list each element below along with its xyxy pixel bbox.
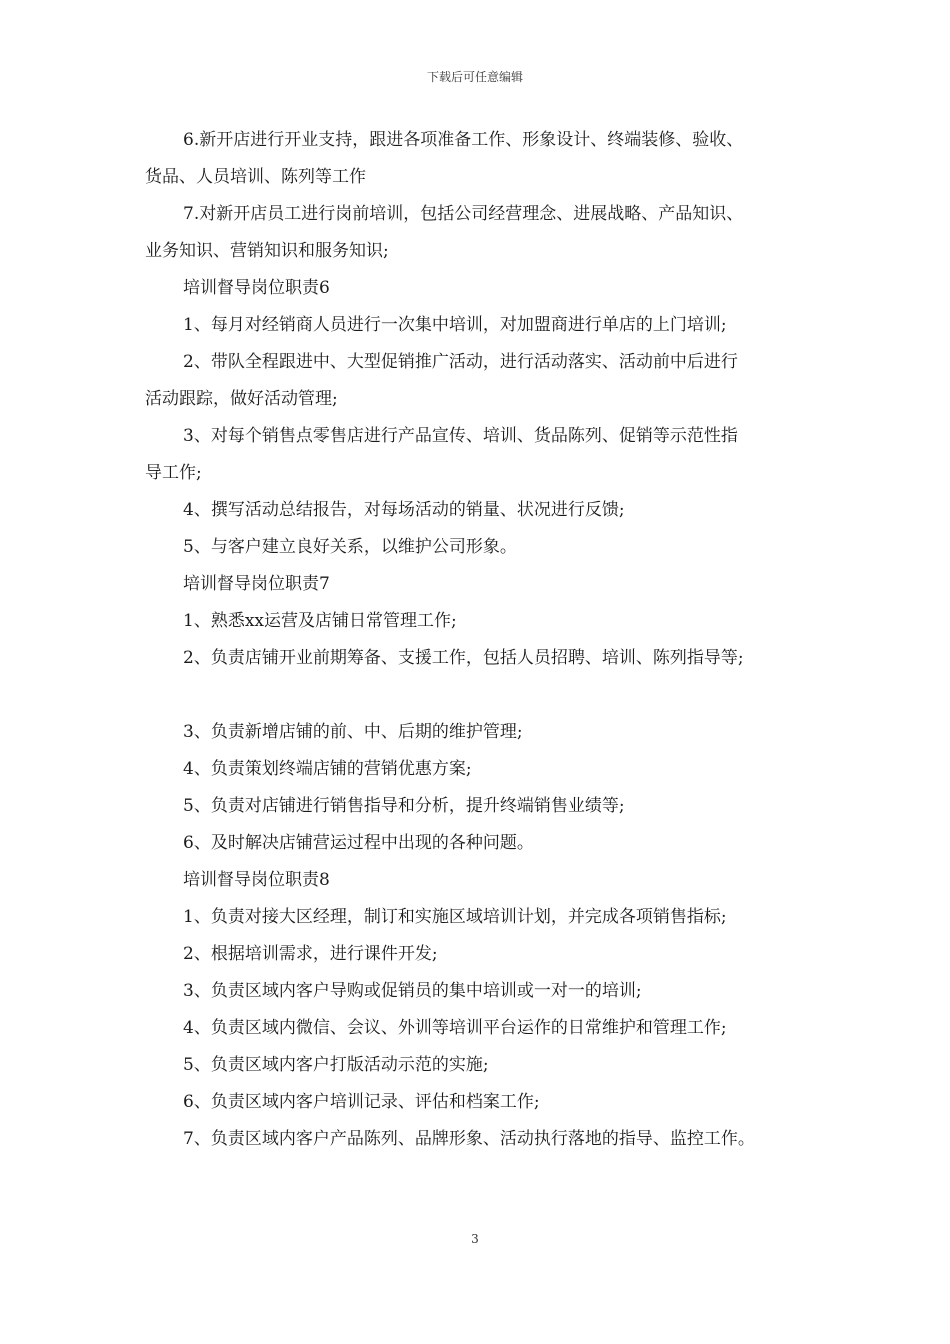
list-item: 1、负责对接大区经理，制订和实施区域培训计划，并完成各项销售指标;: [183, 907, 727, 927]
list-item: 5、负责区域内客户打版活动示范的实施;: [183, 1055, 489, 1075]
list-item: 1、熟悉xx运营及店铺日常管理工作;: [183, 611, 457, 631]
paragraph-continuation: 业务知识、营销知识和服务知识;: [145, 241, 389, 261]
list-item: 1、每月对经销商人员进行一次集中培训，对加盟商进行单店的上门培训;: [183, 315, 727, 335]
section-heading: 培训督导岗位职责7: [183, 574, 330, 594]
list-item: 2、带队全程跟进中、大型促销推广活动，进行活动落实、活动前中后进行: [183, 352, 738, 372]
list-item: 6、及时解决店铺营运过程中出现的各种问题。: [183, 833, 534, 853]
list-item: 2、负责店铺开业前期筹备、支援工作，包括人员招聘、培训、陈列指导等;: [183, 648, 744, 668]
list-item: 4、负责区域内微信、会议、外训等培训平台运作的日常维护和管理工作;: [183, 1018, 727, 1038]
page-header-note: 下载后可任意编辑: [426, 70, 523, 84]
blank-line: [145, 677, 825, 714]
list-item: 6、负责区域内客户培训记录、评估和档案工作;: [183, 1092, 540, 1112]
list-item-continuation: 导工作;: [145, 463, 202, 483]
list-item: 5、与客户建立良好关系，以维护公司形象。: [183, 537, 517, 557]
section-heading: 培训督导岗位职责6: [183, 278, 330, 298]
section-heading: 培训督导岗位职责8: [183, 870, 330, 890]
page-number: 3: [471, 1232, 479, 1246]
document-body: [145, 122, 825, 1158]
paragraph-line: 6.新开店进行开业支持，跟进各项准备工作、形象设计、终端装修、验收、: [183, 130, 744, 150]
list-item: 3、对每个销售点零售店进行产品宣传、培训、货品陈列、促销等示范性指: [183, 426, 738, 446]
list-item: 4、负责策划终端店铺的营销优惠方案;: [183, 759, 472, 779]
list-item: 4、撰写活动总结报告，对每场活动的销量、状况进行反馈;: [183, 500, 625, 520]
paragraph-line: 7.对新开店员工进行岗前培训，包括公司经营理念、进展战略、产品知识、: [183, 204, 744, 224]
list-item-continuation: 活动跟踪，做好活动管理;: [145, 389, 338, 409]
list-item: 7、负责区域内客户产品陈列、品牌形象、活动执行落地的指导、监控工作。: [183, 1129, 755, 1149]
list-item: 3、负责区域内客户导购或促销员的集中培训或一对一的培训;: [183, 981, 642, 1001]
paragraph-continuation: 货品、人员培训、陈列等工作: [145, 167, 366, 187]
list-item: 2、根据培训需求，进行课件开发;: [183, 944, 438, 964]
list-item: 5、负责对店铺进行销售指导和分析，提升终端销售业绩等;: [183, 796, 625, 816]
list-item: 3、负责新增店铺的前、中、后期的维护管理;: [183, 722, 523, 742]
